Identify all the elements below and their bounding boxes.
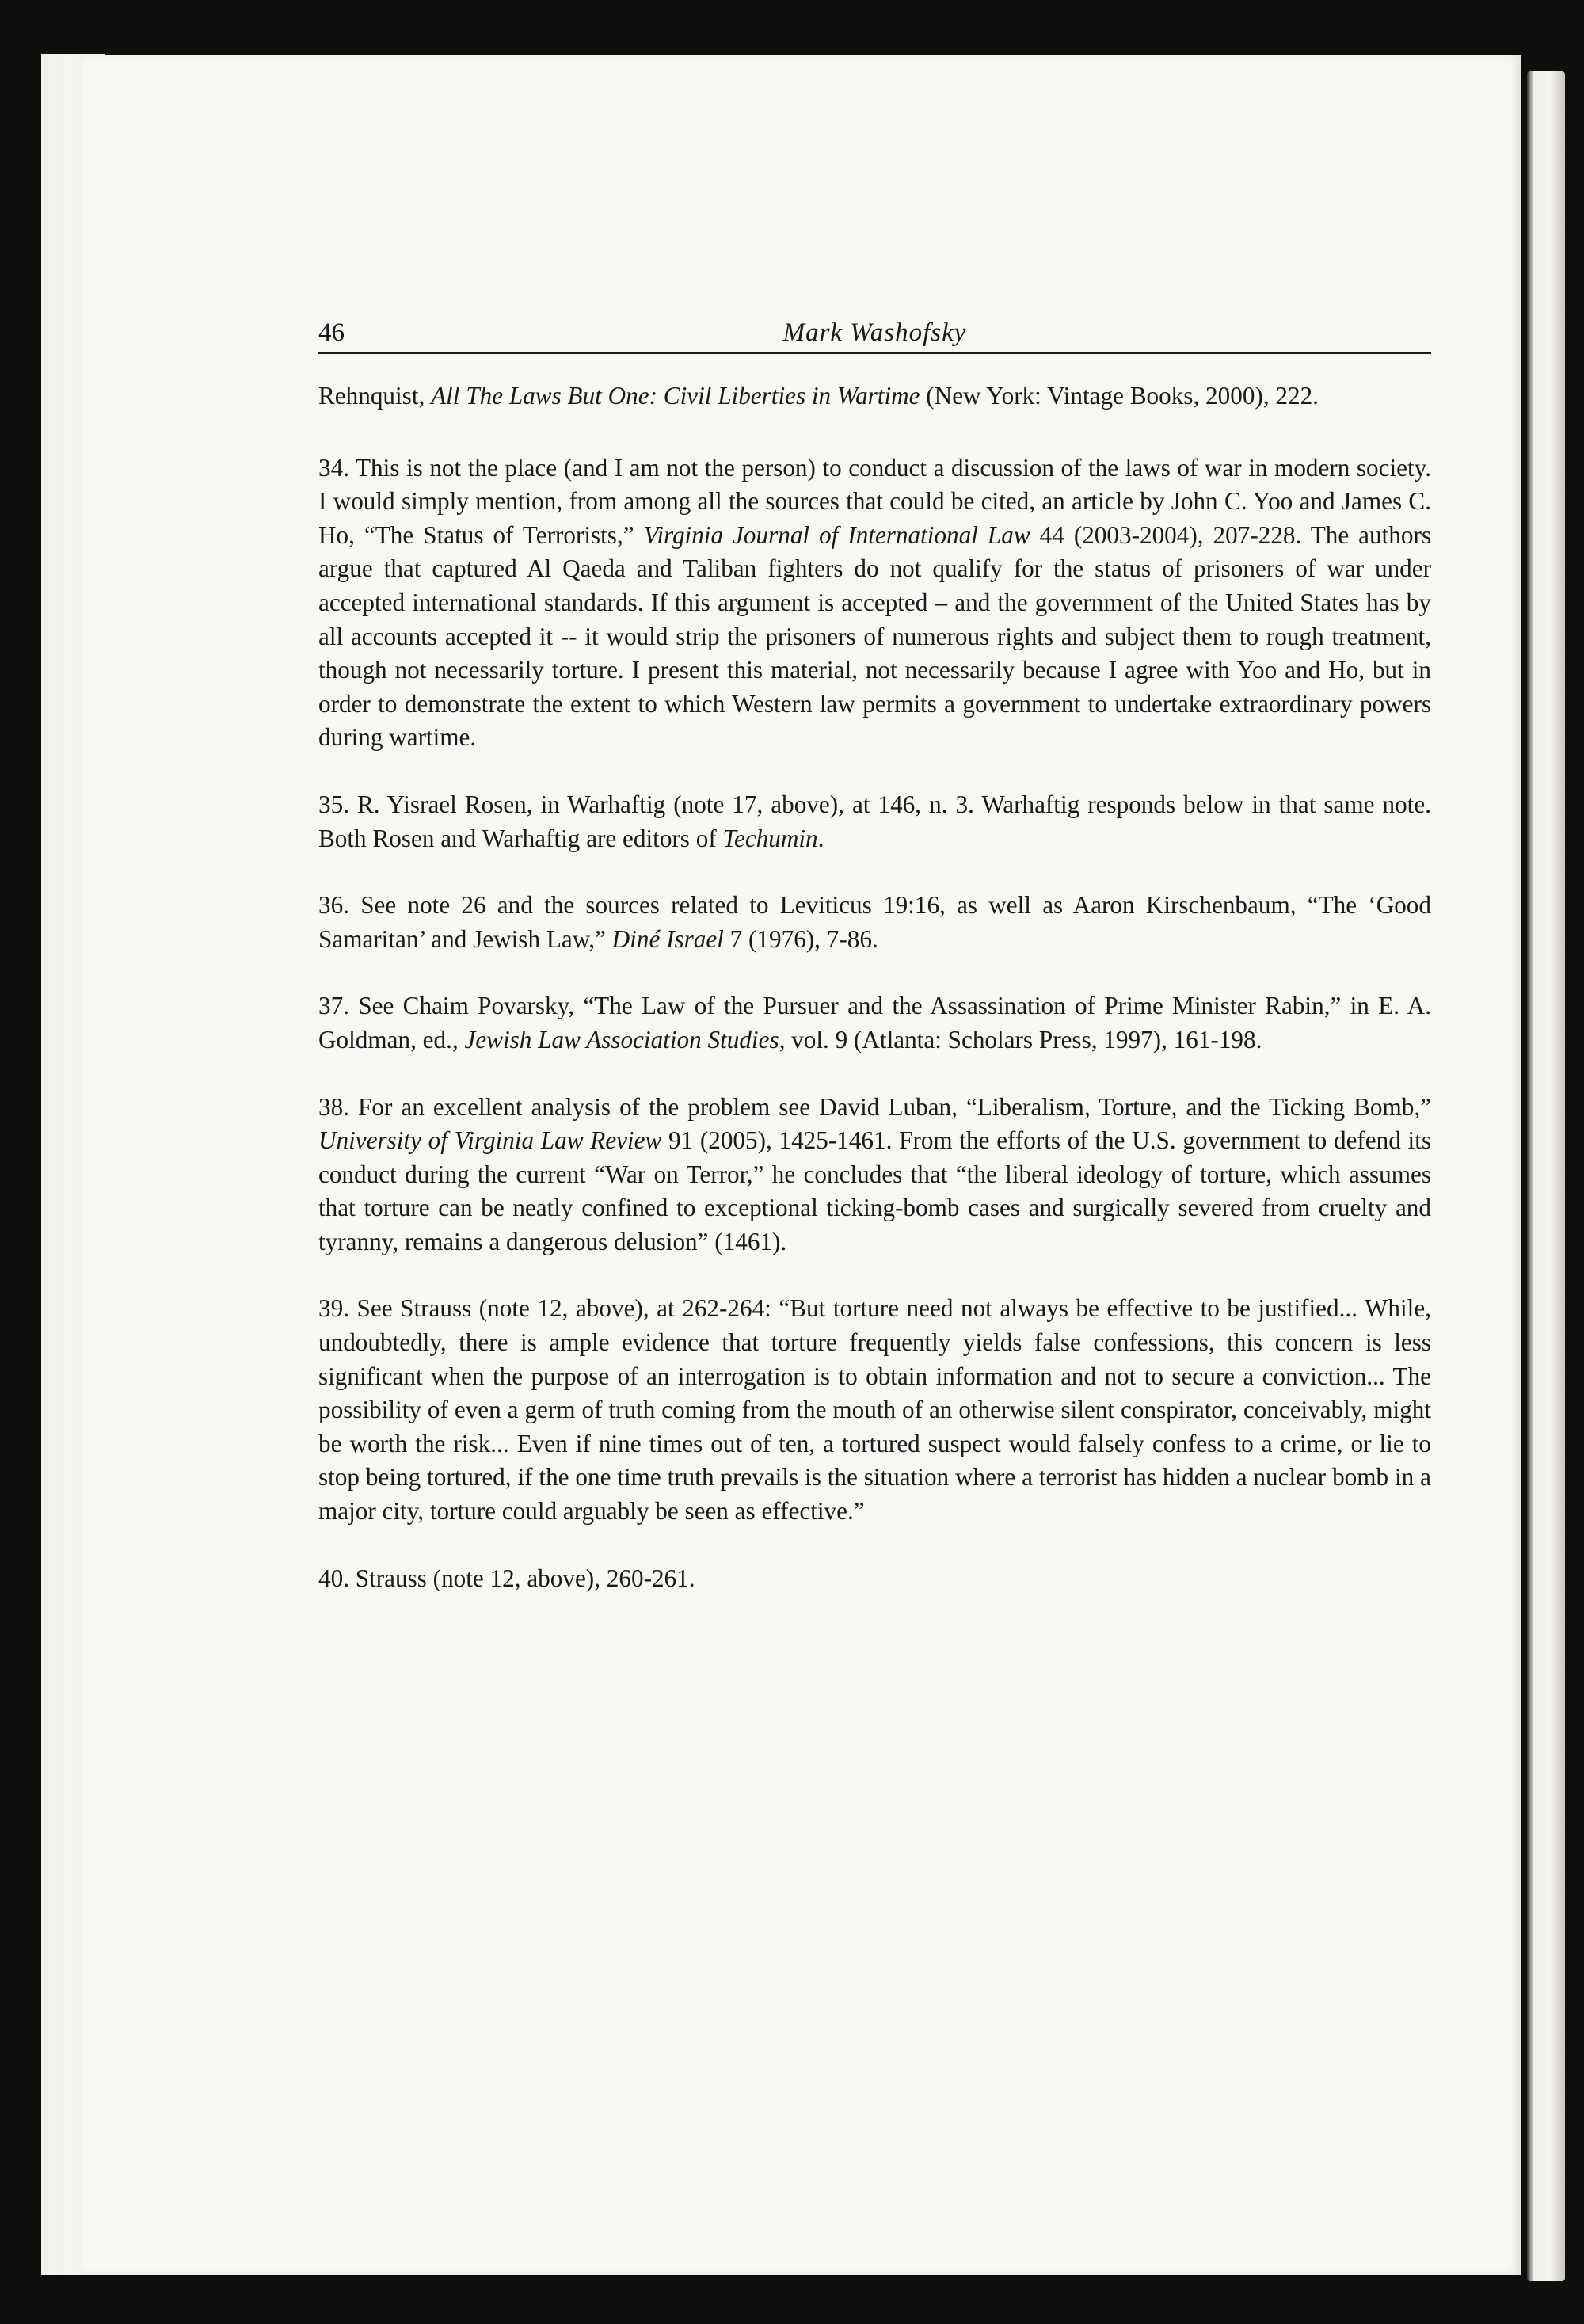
note-text: Rehnquist,: [318, 382, 432, 410]
endnotes-list: [318, 379, 1431, 1595]
running-title: Mark Washofsky: [782, 318, 967, 347]
note-text: , vol. 9 (Atlanta: Scholars Press, 1997), 161-198.: [779, 1025, 1262, 1053]
note-text: .: [817, 824, 824, 852]
note-text: 91 (2005), 1425-1461. From the efforts of the U.S. government to defend its conduct during the current “War on Terror,” he concludes that “the liberal ideology of torture, which assumes that torture can be neatly confined to exceptional ticking-bomb cases and surgically severed from cruelty and tyranny, remains a dangerous delusion” (1461).: [318, 1126, 1431, 1255]
endnote-36: [318, 889, 1431, 956]
page-content: [318, 313, 1431, 1629]
endnote-37: [318, 989, 1431, 1057]
note-text: 44 (2003-2004), 207-228. The authors argue that captured Al Qaeda and Taliban fighters do not qualify for the status of prisoners of war under accepted international standards. If this argument is accepted – and the government of the United States has by all accounts accepted it -- it would strip the prisoners of numerous rights and subject them to rough treatment, though not necessarily torture. I present this material, not necessarily because I agree with Yoo and Ho, but in order to demonstrate the extent to which Western law permits a government to undertake extraordinary powers during wartime.: [318, 520, 1431, 752]
note-text: 37. See Chaim Povarsky, “The Law of the Pursuer and the Assassination of Prime Minister Rabin,” in E. A. Goldman, ed.,: [318, 992, 1431, 1053]
endnote-34: [318, 451, 1431, 755]
endnote-40: [318, 1562, 1431, 1596]
note-text: 35. R. Yisrael Rosen, in Warhaftig (note 17, above), at 146, n. 3. Warhaftig responds below in that same note. Both Rosen and Warhaftig are editors of: [318, 790, 1431, 852]
note-title-italic: University of Virginia Law Review: [318, 1126, 662, 1155]
note-text: 40. Strauss (note 12, above), 260-261.: [318, 1564, 695, 1592]
note-title-italic: All The Laws But One: Civil Liberties in Wartime: [431, 382, 920, 410]
note-text: 34. This is not the place (and I am not the person) to conduct a discussion of the laws of war in modern society. I would simply mention, from among all the sources that could be cited, an article by John C. Yoo and James C. Ho, “The Status of Terrorists,”: [318, 453, 1431, 549]
note-text: (New York: Vintage Books, 2000), 222.: [920, 382, 1319, 410]
note-text: 7 (1976), 7-86.: [723, 924, 878, 953]
page-number: 46: [318, 318, 345, 347]
book-binding-edge: [1527, 71, 1565, 2281]
note-text: 36. See note 26 and the sources related to Leviticus 19:16, as well as Aaron Kirschenbaum, “The ‘Good Samaritan’ and Jewish Law,”: [318, 891, 1431, 953]
note-title-italic: Diné Israel: [611, 924, 724, 953]
note-title-italic: Techumin: [722, 824, 818, 852]
endnote-continuation: [318, 379, 1431, 413]
endnote-38: [318, 1091, 1431, 1259]
note-title-italic: Virginia Journal of International Law: [643, 520, 1030, 549]
endnote-39: [318, 1292, 1431, 1528]
running-head: [318, 313, 1431, 354]
note-text: 38. For an excellent analysis of the problem see David Luban, “Liberalism, Torture, and the Ticking Bomb,”: [318, 1092, 1431, 1121]
note-text: 39. See Strauss (note 12, above), at 262-264: “But torture need not always be effective to be justified... While, undoubtedly, there is ample evidence that torture frequently yields false confessions, this concern is less significant when the purpose of an interrogation is to obtain information and not to secure a conviction... The possibility of even a germ of truth coming from the mouth of an otherwise silent conspirator, conceivably, might be worth the risk... Even if nine times out of ten, a tortured suspect would falsely confess to a crime, or lie to stop being tortured, if the one time truth prevails is the situation where a terrorist has hidden a nuclear bomb in a major city, torture could arguably be seen as effective.”: [318, 1294, 1431, 1526]
note-title-italic: Jewish Law Association Studies: [464, 1025, 779, 1053]
endnote-35: [318, 788, 1431, 855]
